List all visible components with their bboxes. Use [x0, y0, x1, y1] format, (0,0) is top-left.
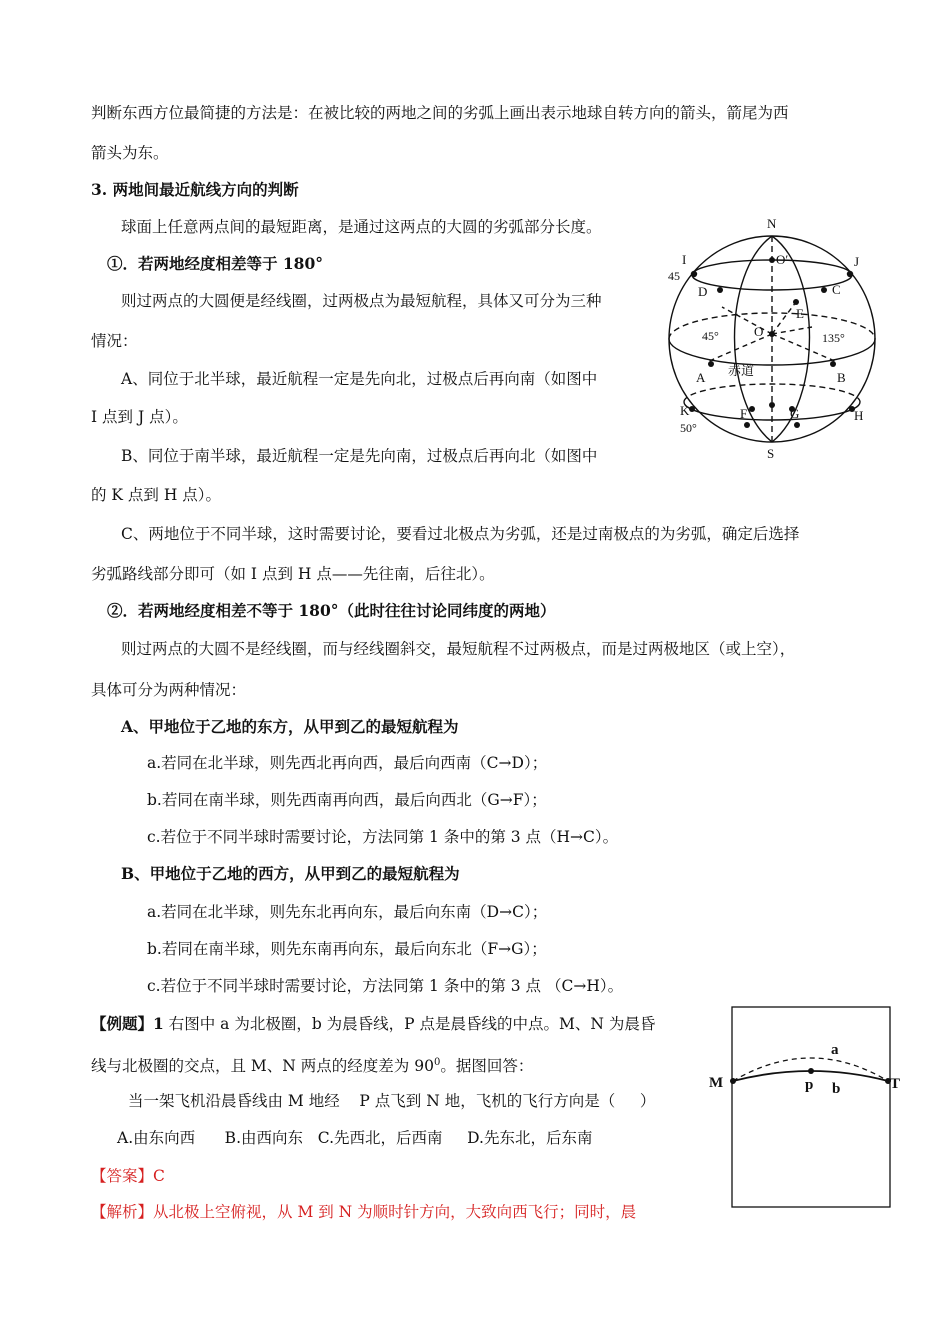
- text-line: 球面上任意两点间的最短距离，是通过这两点的大圆的劣弧部分长度。: [121, 218, 602, 236]
- text-line: c.若位于不同半球时需要讨论，方法同第 1 条中的第 3 点 （C→H）。: [147, 977, 624, 995]
- text-line: 的 K 点到 H 点）。: [91, 486, 222, 504]
- example-text: 。据图回答：: [440, 1057, 534, 1076]
- label-b: b: [832, 1081, 841, 1097]
- text-line: I 点到 J 点）。: [91, 408, 188, 426]
- point-g: [794, 422, 800, 428]
- text-line: a.若同在北半球，则先西北再向西，最后向西南（C→D）；: [147, 754, 548, 772]
- answer-tag: 【答案】: [91, 1167, 154, 1185]
- analysis-tag: 【解析】: [91, 1203, 154, 1221]
- point-m: [730, 1078, 736, 1084]
- degree-superscript: 0: [433, 1057, 441, 1068]
- label-equator: 赤道: [728, 363, 755, 378]
- label-a: a: [831, 1042, 839, 1058]
- answer-line: [91, 1166, 165, 1186]
- text-line: b.若同在南半球，则先东南再向东，最后向东北（F→G）；: [147, 940, 547, 958]
- radius-line: [772, 302, 796, 334]
- point-k: [689, 406, 695, 412]
- example-number: 1: [153, 1014, 164, 1033]
- label-e: E: [796, 306, 804, 321]
- section-heading: 3. 两地间最近航线方向的判断: [91, 180, 299, 199]
- point-marker: [749, 406, 755, 412]
- label-f: F: [740, 406, 748, 421]
- text-line: c.若位于不同半球时需要讨论，方法同第 1 条中的第 3 点（H→C）。: [147, 828, 619, 846]
- label-j: J: [854, 254, 860, 269]
- text-line: B、同位于南半球，最近航程一定是先向南，过极点后再向北（如图中: [121, 447, 598, 465]
- label-45-deg: 45°: [702, 329, 719, 343]
- point-i: [691, 271, 697, 277]
- label-g: G: [790, 406, 800, 421]
- label-h: H: [854, 408, 864, 423]
- point-b: [830, 361, 836, 367]
- radius-line: [772, 327, 812, 334]
- point-d: [717, 287, 723, 293]
- label-d: D: [698, 284, 708, 299]
- label-p: p: [805, 1077, 814, 1093]
- text-line: 则过两点的大圆便是经线圈，过两极点为最短航程，具体又可分为三种: [121, 292, 602, 310]
- analysis-line: [91, 1202, 636, 1222]
- sub-heading: ①．若两地经度相差等于 180°: [107, 254, 324, 273]
- text-line: b.若同在南半球，则先西南再向西，最后向西北（G→F）；: [147, 791, 547, 809]
- text-line: 劣弧路线部分即可（如 I 点到 H 点——先往南，后往北）。: [91, 565, 495, 583]
- label-o: O: [754, 324, 764, 339]
- globe-diagram: [662, 212, 892, 462]
- text-line: A、同位于北半球，最近航程一定是先向北，过极点后再向南（如图中: [121, 370, 598, 388]
- answer-value: C: [153, 1167, 165, 1185]
- point-south-lat: [769, 402, 775, 408]
- label-i: I: [682, 252, 687, 267]
- point-j: [847, 271, 853, 277]
- example-line-2: [91, 1053, 533, 1076]
- point-e: [793, 299, 799, 305]
- label-s: S: [767, 446, 775, 461]
- label-n: T: [890, 1076, 901, 1092]
- text-line: 具体可分为两种情况：: [91, 681, 247, 699]
- label-50-deg: 50°: [680, 421, 697, 435]
- point-o: [769, 331, 775, 337]
- sub-heading: A、甲地位于乙地的东方，从甲到乙的最短航程为: [121, 717, 459, 736]
- point-c: [821, 287, 827, 293]
- label-o-prime: O′: [776, 252, 789, 267]
- point-p: [808, 1068, 814, 1074]
- radius-line: [722, 307, 772, 334]
- text-line: 情况：: [91, 332, 138, 350]
- latitude-45n: [692, 260, 852, 290]
- label-a: A: [696, 370, 706, 385]
- example-text: 右图中 a 为北极圈，b 为晨昏线，P 点是晨昏线的中点。M、N 为晨昏: [163, 1015, 656, 1033]
- options: A.由东向西 B.由西向东 C.先西北，后西南 D.先东北，后东南: [117, 1129, 593, 1147]
- example-text: 线与北极圈的交点，且 M、N 两点的经度差为 90: [91, 1057, 434, 1076]
- terminator-diagram: [705, 1005, 905, 1210]
- point-o-prime: [769, 257, 775, 263]
- point-f: [744, 422, 750, 428]
- diagram-frame: [732, 1007, 890, 1207]
- label-k: K: [680, 403, 690, 418]
- sub-heading: B、甲地位于乙地的西方，从甲到乙的最短航程为: [121, 864, 460, 883]
- example-tag: 【例题】: [91, 1014, 154, 1033]
- text-line: 箭头为东。: [91, 144, 169, 162]
- question: 当一架飞机沿晨昏线由 M 地经 P 点飞到 N 地，飞机的飞行方向是（ ）: [128, 1092, 656, 1110]
- text-line: 判断东西方位最简捷的方法是：在被比较的两地之间的劣弧上画出表示地球自转方向的箭头，箭尾为西: [91, 104, 789, 122]
- sub-heading: ②．若两地经度相差不等于 180°（此时往往讨论同纬度的两地）: [107, 601, 556, 620]
- label-lat-45: 45: [668, 269, 680, 283]
- analysis-text: 从北极上空俯视，从 M 到 N 为顺时针方向，大致向西飞行；同时，晨: [153, 1203, 637, 1221]
- text-line: C、两地位于不同半球，这时需要讨论，要看过北极点为劣弧，还是过南极点的为劣弧，确定后选择: [121, 525, 800, 543]
- label-n: N: [767, 216, 777, 231]
- label-135-deg: 135°: [822, 331, 845, 345]
- text-line: a.若同在北半球，则先东北再向东，最后向东南（D→C）；: [147, 903, 548, 921]
- label-b: B: [837, 370, 846, 385]
- label-m: M: [709, 1075, 724, 1091]
- label-c: C: [832, 282, 841, 297]
- example-line-1: [91, 1014, 655, 1034]
- point-a: [708, 361, 714, 367]
- text-line: 则过两点的大圆不是经线圈，而与经线圈斜交，最短航程不过两极点，而是过两极地区（或上空），: [121, 640, 796, 658]
